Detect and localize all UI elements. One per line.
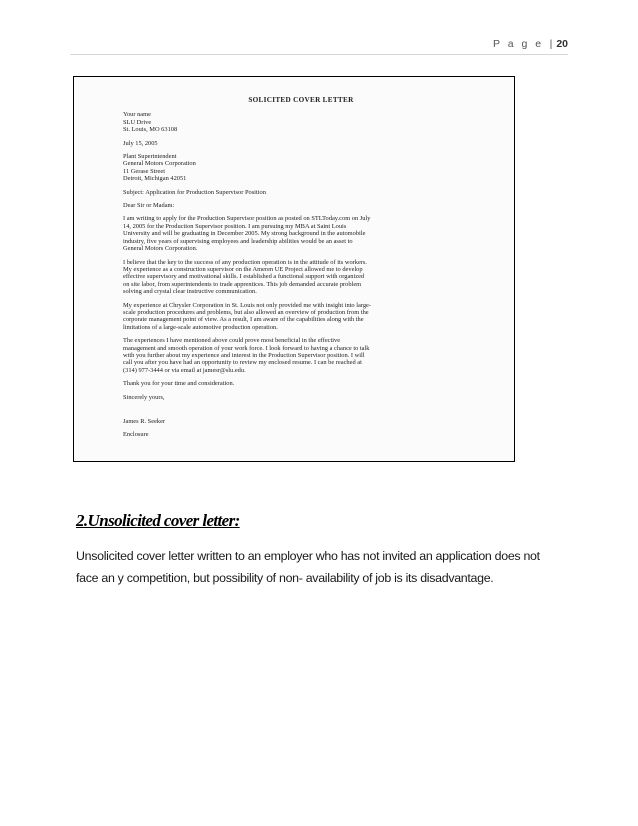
letter-date: July 15, 2005	[123, 139, 158, 147]
paragraph-line: 14, 2005 for the Production Supervisor position. I am pursuing my MBA at Saint Louis	[123, 222, 347, 230]
paragraph-line: I am writing to apply for the Production Supervisor position as posted on STLToday.com on July	[123, 215, 371, 223]
recipient-line: General Motors Corporation	[123, 160, 196, 168]
page-number: 20	[556, 38, 568, 50]
body-line: Unsolicited cover letter written to an employer who has not invited an application does not	[76, 549, 540, 563]
letter-subject: Subject: Application for Production Supervisor Position	[123, 188, 266, 196]
paragraph-line: on site labor, from superintendents to trade apprentices. This job demanded accurate problem	[123, 280, 362, 288]
paragraph-line: scale production procedures and problems, but also allowed an overview of production from the	[123, 308, 369, 316]
solicited-cover-letter-image	[73, 76, 515, 462]
letter-title: SOLICITED COVER LETTER	[248, 96, 354, 104]
paragraph-line: corporate management point of view. As a result, I am aware of the capabilities along with the	[123, 316, 364, 324]
paragraph-line: call you after you have had an opportunity to review my enclosed resume. I can be reached at	[123, 359, 362, 367]
paragraph-line: My experience at Chrysler Corporation in St. Louis not only provided me with insight into large-	[123, 301, 372, 309]
letter-thanks: Thank you for your time and consideration.	[123, 380, 235, 388]
paragraph-line: The experiences I have mentioned above could prove most beneficial in the effective	[123, 337, 341, 345]
paragraph-line: I believe that the key to the success of any production operation is in the attitude of its workers.	[123, 258, 368, 266]
recipient-line: Detroit, Michigan 42051	[123, 175, 187, 183]
paragraph-line: with you further about my experience and interest in the Production Supervisor position. I will	[123, 351, 365, 359]
letter-salutation: Dear Sir or Madam:	[123, 202, 175, 210]
paragraph-line: limitations of a large-scale automotive production operation.	[123, 323, 278, 331]
paragraph-line: effective supervisory and motivational skills. I established a functional support with organized	[123, 273, 365, 281]
sender-line: Your name	[123, 111, 151, 119]
letter-sender-address	[123, 111, 479, 133]
sender-line: St. Louis, MO 63108	[123, 126, 178, 134]
page-header	[493, 38, 568, 50]
paragraph-line: My experience as a construction supervisor on the Ameren UE Project allowed me to develop	[123, 265, 363, 273]
body-line: face an y competition, but possibility of non- availability of job is its disadvantage.	[76, 571, 494, 585]
section-heading: 2.Unsolicited cover letter:	[76, 511, 240, 530]
paragraph-line: General Motors Corporation.	[123, 245, 198, 253]
letter-signature: James R. Seeker	[123, 418, 166, 425]
letter-paragraph	[123, 215, 479, 252]
letter-paragraph	[123, 302, 479, 332]
page-label: P a g e	[492, 38, 544, 50]
recipient-line: Plant Superintendent	[123, 153, 177, 161]
sender-line: SLU Drive	[123, 118, 152, 126]
letter-paragraph	[123, 337, 479, 374]
paragraph-line: University and will be graduating in December 2005. My strong background in the automobile	[123, 230, 366, 238]
letter-recipient-address	[123, 153, 479, 183]
letter-paragraph	[123, 259, 479, 296]
section-body-text	[76, 545, 566, 589]
paragraph-line: industry, five years of supervising employees and leadership abilities would be an asset to	[123, 237, 353, 245]
letter-closing: Sincerely yours,	[123, 393, 165, 401]
header-divider	[70, 54, 568, 55]
recipient-line: 11 Gerase Street	[123, 167, 165, 175]
letter-content	[123, 97, 479, 445]
paragraph-line: management and smooth operation of your work force. I look forward to having a chance to talk	[123, 344, 370, 352]
paragraph-line: solving and crystal clear instructive communication.	[123, 288, 257, 296]
letter-enclosure: Enclosure	[123, 431, 149, 439]
paragraph-line: (314) 977-3444 or via email at jamesr@slu.edu.	[123, 366, 246, 374]
page-separator: |	[549, 38, 553, 50]
